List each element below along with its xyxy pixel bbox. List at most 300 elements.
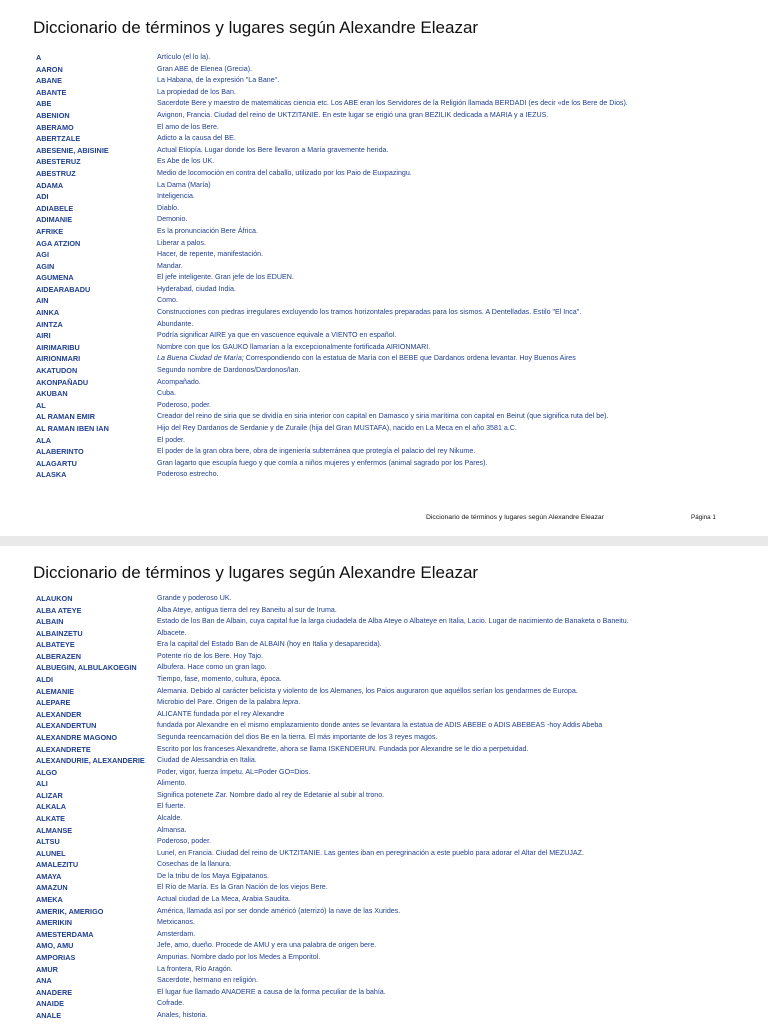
dictionary-entry <box>0 133 768 145</box>
dictionary-entry <box>0 964 768 976</box>
entry-definition <box>157 744 528 755</box>
entry-list <box>0 52 768 481</box>
entry-term: AINKA <box>36 308 60 318</box>
entry-term: ANAIDE <box>36 999 64 1009</box>
entry-term: ALABERINTO <box>36 447 84 457</box>
dictionary-entry <box>0 836 768 848</box>
entry-definition <box>157 697 300 708</box>
entry-definition <box>157 272 294 283</box>
definition-text: Poderoso, poder. <box>157 400 212 409</box>
entry-definition <box>157 709 284 720</box>
entry-term: ABESTRUZ <box>36 168 76 178</box>
entry-term: ALBERAZEN <box>36 651 81 661</box>
definition-text: Ciudad de Alessandria en Italia. <box>157 756 257 765</box>
entry-term: AIN <box>36 296 49 306</box>
entry-term: ABESTERUZ <box>36 157 81 167</box>
entry-term: ABE <box>36 99 52 109</box>
entry-term: ABERAMO <box>36 122 74 132</box>
entry-term: ALEXANDURIE, ALEXANDERIE <box>36 756 145 766</box>
page-title: Diccionario de términos y lugares según Alexandre Eleazar <box>33 563 479 582</box>
definition-text: De la tribu de los Maya Egipatanos. <box>157 871 269 880</box>
entry-term: AGI <box>36 250 49 260</box>
dictionary-entry <box>0 859 768 871</box>
entry-term: ADAMA <box>36 180 64 190</box>
entry-term: ALI <box>36 779 48 789</box>
entry-term: ALBAIN <box>36 617 64 627</box>
page-title: Diccionario de términos y lugares según Alexandre Eleazar <box>33 18 479 37</box>
definition-text: Diablo. <box>157 203 180 212</box>
definition-text: Metxicanos. <box>157 918 195 927</box>
entry-definition <box>157 836 211 847</box>
entry-term: ALBATEYE <box>36 640 75 650</box>
entry-definition <box>157 295 178 306</box>
definition-text: Jefe, amo, dueño. Procede de AMU y era una palabra de origen bere. <box>157 941 377 950</box>
dictionary-entry <box>0 388 768 400</box>
entry-definition <box>157 411 608 422</box>
definition-text: Avignon, Francia. Ciudad del reino de UKTZITANIE. En este lugar se erigió una gran BEZILIK dedicada a MARIA y a IEZUS. <box>157 110 549 119</box>
dictionary-entry <box>0 790 768 802</box>
entry-term: ALTSU <box>36 837 60 847</box>
definition-text: Acompañado. <box>157 377 201 386</box>
dictionary-entry <box>0 469 768 481</box>
entry-term: ABANTE <box>36 87 67 97</box>
definition-text: Alba Ateye, antigua tierra del rey Baneitu al sur de Iruma. <box>157 605 337 614</box>
dictionary-entry <box>0 616 768 628</box>
entry-term: ADI <box>36 192 49 202</box>
entry-term: ALEXANDRETE <box>36 744 91 754</box>
entry-term: ALBAINZETU <box>36 628 83 638</box>
definition-text: La Dama (María) <box>157 180 211 189</box>
dictionary-entry <box>0 651 768 663</box>
footer-page-number: Página 1 <box>691 514 716 521</box>
entry-term: ALEXANDER <box>36 709 82 719</box>
dictionary-entry <box>0 894 768 906</box>
definition-text: El fuerte. <box>157 802 186 811</box>
definition-text: Creador del reino de siria que se dividía en siria interior con capital en Damasco y siria marítima con capital en Beirut (que significa ruta del be). <box>157 412 609 421</box>
entry-definition <box>157 400 211 411</box>
entry-term: AMEKA <box>36 895 63 905</box>
entry-term: AL RAMAN IBEN IAN <box>36 424 109 433</box>
dictionary-entry <box>0 882 768 894</box>
definition-text: Hyderabad, ciudad India. <box>157 284 236 293</box>
entry-definition <box>157 662 267 673</box>
dictionary-entry <box>0 203 768 215</box>
definition-text: Ampurias. Nombre dado por los Medes a Emporitol. <box>157 952 321 961</box>
entry-term: ABERTZALE <box>36 134 81 144</box>
definition-text: Actual Etiopía. Lugar donde los Bere llevaron a María gravemente herida. <box>157 145 389 154</box>
definition-text: Poderoso, poder. <box>157 837 212 846</box>
definition-text: El lugar fue llamado ANADERE a causa de la forma peculiar de la bahía. <box>157 987 386 996</box>
entry-term: AFRIKE <box>36 226 64 236</box>
entry-term: ALMANSE <box>36 825 73 835</box>
dictionary-entry <box>0 906 768 918</box>
dictionary-entry <box>0 75 768 87</box>
entry-definition <box>157 987 386 998</box>
entry-definition <box>157 1010 207 1021</box>
definition-text: El poder de la gran obra bere, obra de ingeniería subterránea que protegía el palacio del rey Nikume. <box>157 447 476 456</box>
entry-term: AGIN <box>36 261 55 271</box>
definition-text: Hacer, de repente, manifestación. <box>157 250 264 259</box>
entry-term: AKATUDON <box>36 366 78 376</box>
entry-definition <box>157 98 628 109</box>
entry-definition <box>157 284 236 295</box>
entry-definition <box>157 871 269 882</box>
definition-text: América, llamada así por ser donde américó (aterrizó) la nave de las Xurides. <box>157 906 401 915</box>
entry-definition <box>157 848 584 859</box>
dictionary-entry <box>0 940 768 952</box>
dictionary-entry <box>0 709 768 721</box>
dictionary-entry <box>0 1010 768 1022</box>
entry-definition <box>157 906 400 917</box>
dictionary-entry <box>0 987 768 999</box>
entry-definition <box>157 651 263 662</box>
dictionary-entry <box>0 825 768 837</box>
definition-text: Actual ciudad de La Meca, Arabia Saudita. <box>157 895 291 904</box>
definition-text: . <box>298 698 301 707</box>
footer-title: Diccionario de términos y lugares según Alexandre Eleazar <box>426 514 604 521</box>
dictionary-entry <box>0 998 768 1010</box>
entry-definition <box>157 859 231 870</box>
entry-term: ADIMANIE <box>36 215 73 225</box>
dictionary-entry <box>0 952 768 964</box>
entry-term: ALUNEL <box>36 848 66 858</box>
entry-definition <box>157 168 412 179</box>
entry-term: AIDEARABADU <box>36 284 91 294</box>
definition-text: Adicto a la causa del BE. <box>157 134 236 143</box>
definition-text: Microbio del Pare. Origen de la palabra <box>157 698 283 707</box>
entry-term: AINTZA <box>36 319 63 329</box>
dictionary-entry <box>0 767 768 779</box>
entry-definition <box>157 110 548 121</box>
dictionary-entry <box>0 342 768 354</box>
dictionary-entry <box>0 319 768 331</box>
definition-italic-text: La Buena Ciudad de María; <box>157 354 244 363</box>
definition-text: Alimento. <box>157 779 187 788</box>
entry-definition <box>157 353 576 364</box>
entry-definition <box>157 180 211 191</box>
definition-text: Nombre con que los GAUKO llamarían a la excepcionalmente fortificada AIRIONMARI. <box>157 342 431 351</box>
dictionary-entry <box>0 98 768 110</box>
dictionary-entry <box>0 122 768 134</box>
entry-definition <box>157 975 258 986</box>
dictionary-entry <box>0 64 768 76</box>
dictionary-entry <box>0 180 768 192</box>
dictionary-entry <box>0 423 768 435</box>
dictionary-entry <box>0 52 768 64</box>
entry-definition <box>157 226 258 237</box>
entry-definition <box>157 249 263 260</box>
definition-text: Construcciones con piedras irregulares excluyendo los tramos horizontales preparadas para los sismos. A Dentelladas. Estilo "El Inca". <box>157 308 582 317</box>
dictionary-entry <box>0 377 768 389</box>
entry-definition <box>157 319 193 330</box>
dictionary-entry <box>0 238 768 250</box>
entry-definition <box>157 778 187 789</box>
definition-text: Liberar a palos. <box>157 238 206 247</box>
definition-text: Podría significar AIRE ya que en vascuence equivale a VIENTO en español. <box>157 331 397 340</box>
entry-definition <box>157 87 236 98</box>
entry-definition <box>157 964 233 975</box>
entry-term: AGA ATZION <box>36 238 81 248</box>
definition-text: Es la pronunciación Bere África. <box>157 226 258 235</box>
dictionary-entry <box>0 353 768 365</box>
dictionary-entry <box>0 929 768 941</box>
definition-text: La propiedad de los Ban. <box>157 87 236 96</box>
entry-term: ALA <box>36 435 51 445</box>
document-page-2 <box>0 546 768 1024</box>
entry-term: A <box>36 53 42 62</box>
entry-definition <box>157 813 182 824</box>
entry-definition <box>157 145 388 156</box>
entry-term: AMUR <box>36 964 58 974</box>
entry-term: AMESTERDAMA <box>36 929 94 939</box>
dictionary-entry <box>0 720 768 732</box>
dictionary-entry <box>0 871 768 883</box>
entry-definition <box>157 686 578 697</box>
entry-definition <box>157 261 183 272</box>
dictionary-entry <box>0 628 768 640</box>
definition-text: Segundo nombre de Dardonos/Dardonos/Ian. <box>157 366 301 375</box>
dictionary-entry <box>0 284 768 296</box>
dictionary-entry <box>0 744 768 756</box>
entry-definition <box>157 365 301 376</box>
entry-term: AMO, AMU <box>36 941 74 951</box>
entry-definition <box>157 133 236 144</box>
dictionary-entry <box>0 593 768 605</box>
entry-term: ABANE <box>36 76 62 86</box>
definition-text: Correspondiendo con la estatua de María con el BEBE que Dardanos ordena levantar. Hoy Buenos Aires <box>243 354 576 363</box>
definition-text: Sacerdote, hermano en religión. <box>157 976 258 985</box>
entry-term: AL <box>36 400 46 410</box>
definition-text: Significa potenete Zar. Nombre dado al rey de Edetanie al subir al trono. <box>157 790 385 799</box>
definition-text: Poderoso estrecho. <box>157 470 219 479</box>
dictionary-entry <box>0 639 768 651</box>
definition-text: Alcalde. <box>157 813 183 822</box>
entry-definition <box>157 940 376 951</box>
dictionary-entry <box>0 330 768 342</box>
entry-definition <box>157 628 187 639</box>
dictionary-entry <box>0 226 768 238</box>
dictionary-entry <box>0 686 768 698</box>
definition-text: Medio de locomoción en contra del caballo, utilizado por los Paio de Euxpazingu. <box>157 168 412 177</box>
definition-text: El poder. <box>157 435 186 444</box>
definition-text: Segunda reencarnación del dios Be en la tierra. El más importante de los 3 reyes magos. <box>157 732 438 741</box>
definition-text: Artículo (el lo la). <box>157 53 211 61</box>
entry-definition <box>157 458 487 469</box>
definition-text: Gran ABE de Elenea (Grecia). <box>157 64 253 73</box>
definition-text: Hijo del Rey Dardanos de Serdanie y de Zuraile (hija del Gran MUSTAFA), nacido en La Meca en el año 3581 a.C. <box>157 424 517 432</box>
definition-text: El jefe inteligente. Gran jefe de los EDUEN. <box>157 273 294 282</box>
entry-definition <box>157 790 384 801</box>
definition-text: La Habana, de la expresión "La Bane". <box>157 76 280 85</box>
entry-term: AIRI <box>36 331 51 341</box>
definition-text: Potente río de los Bere. Hoy Tajo. <box>157 651 263 660</box>
definition-text: Albacete. <box>157 628 187 637</box>
definition-text: Escrito por los franceses Alexandrette, ahora se llama ISKENDERUN. Fundada por Alexandre se le dio a perpetuidad. <box>157 744 529 753</box>
entry-definition <box>157 214 187 225</box>
entry-definition <box>157 755 257 766</box>
entry-term: ALGO <box>36 767 58 777</box>
definition-text: Grande y poderoso UK. <box>157 594 232 602</box>
entry-definition <box>157 674 282 685</box>
entry-term: AIRIONMARI <box>36 354 81 364</box>
entry-term: ALEXANDERTUN <box>36 721 97 731</box>
dictionary-entry <box>0 295 768 307</box>
dictionary-entry <box>0 411 768 423</box>
entry-term: AMERIK, AMERIGO <box>36 906 104 916</box>
definition-text: Sacerdote Bere y maestro de matemáticas ciencia etc. Los ABE eran los Servidores de la Religión llamada BERDADI (es decir «de los Bere de Dios). <box>157 99 628 108</box>
dictionary-entry <box>0 674 768 686</box>
entry-term: AMALEZITU <box>36 860 79 870</box>
definition-text: Estado de los Ban de Albain, cuya capital fue la larga ciudadela de Alba Ateye o Albateye en Italia, Lacio. Lugar de nacimiento de Banaketa o Baneitu. <box>157 617 629 626</box>
entry-term: ALASKA <box>36 470 67 480</box>
definition-text: Alemania. Debido al carácter belicista y violento de los Alemanes, los Paios auguraron que aquéllos serían los gendarmes de Europa. <box>157 686 578 695</box>
dictionary-entry <box>0 435 768 447</box>
entry-definition <box>157 342 430 353</box>
definition-text: El Río de María. Es la Gran Nación de los viejos Bere. <box>157 883 328 892</box>
definition-text: Poder, vigor, fuerza ímpetu. AL=Poder GO=Dios. <box>157 767 311 776</box>
definition-text: Cofrade. <box>157 999 185 1008</box>
definition-text: Demonio. <box>157 215 188 224</box>
entry-term: ANALE <box>36 1010 62 1020</box>
definition-text: ALICANTE fundada por el rey Alexandre <box>157 709 285 718</box>
definition-text: Anales, historia. <box>157 1010 208 1019</box>
entry-definition <box>157 825 187 836</box>
entry-definition <box>157 929 195 940</box>
entry-term: ALKALA <box>36 802 66 812</box>
entry-definition <box>157 952 320 963</box>
entry-term: ALBA ATEYE <box>36 605 82 615</box>
entry-definition <box>157 732 437 743</box>
definition-text: Cuba. <box>157 389 176 398</box>
entry-definition <box>157 446 475 457</box>
dictionary-entry <box>0 697 768 709</box>
dictionary-entry <box>0 110 768 122</box>
definition-text: El amo de los Bere. <box>157 122 219 131</box>
entry-term: AMPORIAS <box>36 952 76 962</box>
dictionary-entry <box>0 662 768 674</box>
entry-definition <box>157 767 310 778</box>
definition-text: Inteligencia. <box>157 192 195 201</box>
entry-definition <box>157 616 629 627</box>
entry-term: ALBUEGIN, ALBULAKOEGIN <box>36 663 137 673</box>
entry-definition <box>157 882 328 893</box>
entry-definition <box>157 801 185 812</box>
dictionary-entry <box>0 307 768 319</box>
definition-text: Albufera. Hace como un gran lago. <box>157 663 267 672</box>
entry-term: ADIABELE <box>36 203 74 213</box>
dictionary-entry <box>0 191 768 203</box>
entry-term: AMAYA <box>36 871 62 881</box>
definition-text: La frontera, Río Aragón. <box>157 964 233 973</box>
entry-term: ALAGARTU <box>36 458 77 468</box>
dictionary-entry <box>0 446 768 458</box>
entry-definition <box>157 894 291 905</box>
dictionary-entry <box>0 458 768 470</box>
entry-term: AKONPAÑADU <box>36 377 89 387</box>
entry-definition <box>157 203 179 214</box>
entry-definition <box>157 191 195 202</box>
dictionary-entry <box>0 813 768 825</box>
entry-term: AMERIKIN <box>36 918 73 928</box>
entry-term: ANADERE <box>36 987 73 997</box>
definition-italic-text: lepra <box>282 698 299 707</box>
dictionary-entry <box>0 400 768 412</box>
dictionary-entry <box>0 778 768 790</box>
entry-definition <box>157 917 195 928</box>
entry-definition <box>157 423 517 434</box>
definition-text: Es Abe de los UK. <box>157 157 215 166</box>
definition-text: fundada por Alexandre en el mismo emplazamiento donde antes se levantara la estatua de ADIS ABEBE o ADIS ABEBEAS -hoy Addis Abeba <box>157 721 603 730</box>
entry-definition <box>157 998 184 1009</box>
entry-term: AKUBAN <box>36 389 68 399</box>
dictionary-entry <box>0 249 768 261</box>
dictionary-entry <box>0 272 768 284</box>
entry-term: ALEPARE <box>36 698 71 708</box>
definition-text: Abundante. <box>157 319 194 328</box>
entry-term: ANA <box>36 976 52 986</box>
dictionary-entry <box>0 365 768 377</box>
entry-definition <box>157 64 252 75</box>
entry-definition <box>157 593 232 604</box>
definition-text: Almansa. <box>157 825 187 834</box>
entry-term: AARON <box>36 64 63 74</box>
dictionary-entry <box>0 261 768 273</box>
dictionary-entry <box>0 145 768 157</box>
entry-term: ALKATE <box>36 813 66 823</box>
entry-term: AIRIMARIBU <box>36 342 80 352</box>
definition-text: Amsterdam. <box>157 929 196 938</box>
definition-text: Gran lagarto que escupía fuego y que comía a niños mujeres y enfermos (animal sagrado por los Pares). <box>157 458 488 467</box>
dictionary-entry <box>0 755 768 767</box>
entry-definition <box>157 156 214 167</box>
entry-term: ABENION <box>36 110 70 120</box>
definition-text: Como. <box>157 296 178 305</box>
entry-term: ABESENIE, ABISINIE <box>36 145 109 155</box>
dictionary-entry <box>0 214 768 226</box>
entry-definition <box>157 377 201 388</box>
definition-text: Mandar. <box>157 261 183 270</box>
entry-term: ALEMANIE <box>36 686 75 696</box>
entry-term: ALDI <box>36 675 54 685</box>
entry-term: AMAZUN <box>36 883 68 893</box>
dictionary-entry <box>0 848 768 860</box>
entry-definition <box>157 605 337 616</box>
dictionary-entry <box>0 168 768 180</box>
entry-definition <box>157 75 279 86</box>
entry-definition <box>157 238 206 249</box>
dictionary-entry <box>0 87 768 99</box>
entry-definition <box>157 388 176 399</box>
entry-definition <box>157 52 210 63</box>
dictionary-entry <box>0 605 768 617</box>
entry-definition <box>157 307 581 318</box>
entry-term: ALIZAR <box>36 790 63 800</box>
entry-definition <box>157 720 602 731</box>
entry-term: ALEXANDRE MAGONO <box>36 732 118 742</box>
dictionary-entry <box>0 975 768 987</box>
entry-definition <box>157 435 185 446</box>
dictionary-entry <box>0 917 768 929</box>
entry-definition <box>157 639 382 650</box>
definition-text: Cosechas de la llanura. <box>157 860 232 869</box>
entry-definition <box>157 469 219 480</box>
entry-term: AGUMENA <box>36 273 74 283</box>
definition-text: Lunel, en Francia. Ciudad del reino de UKTZITANIE. Las gentes iban en peregrinación a este pueblo para adorar el Altar del MEZUJAZ. <box>157 848 584 857</box>
dictionary-entry <box>0 801 768 813</box>
dictionary-entry <box>0 156 768 168</box>
entry-definition <box>157 122 219 133</box>
entry-definition <box>157 330 396 341</box>
